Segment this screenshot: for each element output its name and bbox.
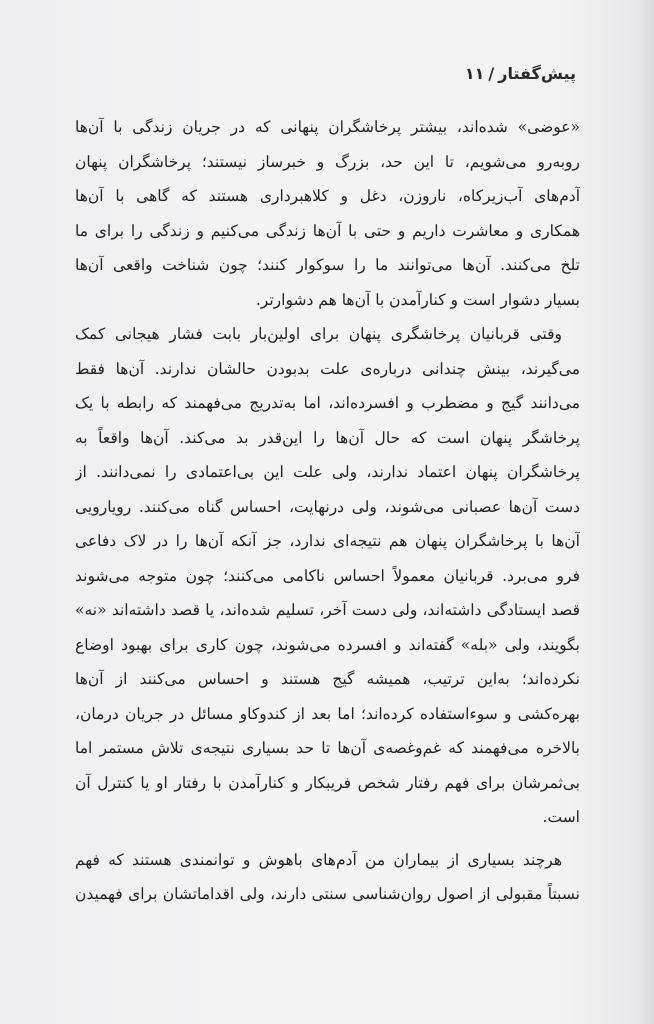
paragraph-1 [75, 110, 580, 317]
text-line: «عوضی» شده‌اند، بیشتر پرخاشگران پنهانی که در جریان زندگی با آن‌ها [75, 118, 580, 136]
text-line: قصد ایستادگی داشته‌اند، ولی دست آخر، تسلیم شده‌اند، یا قصد داشته‌اند «نه» [75, 601, 580, 619]
paragraph-2 [75, 317, 580, 835]
text-line: وقتی قربانیان پرخاشگری پنهان برای اولین‌بار بابت فشار هیجانی کمک [75, 325, 562, 343]
text-line: روبه‌رو می‌شویم، تا این حد، بزرگ و خبرساز نیستند؛ پرخاشگران پنهان [75, 152, 580, 171]
text-line: می‌دانند گیج و مضطرب و افسرده‌اند، اما به‌تدریج می‌فهمند که رابطه با یک [75, 394, 580, 412]
paragraph-gap [75, 835, 580, 843]
text-line: همکاری و معاشرت داریم و حتی با آن‌ها زندگی می‌کنیم و زندگی را برای ما [75, 221, 580, 240]
text-line: است. [542, 808, 580, 826]
text-line: پرخاشگر پنهان است که حال آن‌ها را این‌قدر بد می‌کند. آن‌ها واقعاً به [75, 428, 580, 447]
text-line: تلخ می‌کنند. آن‌ها می‌توانند ما را سوکوار کنند؛ چون شناخت واقعی آن‌ها [75, 256, 580, 274]
header-separator: / [488, 64, 495, 83]
page-number: ۱۱ [464, 64, 485, 83]
body-text [75, 110, 580, 912]
text-line: نسبتاً مقبولی از اصول روان‌شناسی سنتی دارند، ولی اقداماتشان برای فهمیدن [75, 885, 580, 903]
text-line: دست آن‌ها عصبانی می‌شوند، ولی درنهایت، احساس گناه می‌کنند. رویارویی [75, 497, 580, 516]
text-line: هرچند بسیاری از بیماران من آدم‌های باهوش و توانمندی هستند که فهم [75, 850, 562, 869]
text-line: بی‌ثمرشان برای فهم رفتار شخص فریبکار و کنارآمدن با رفتار او یا کنترل آن [75, 773, 580, 792]
page-edge-shadow [636, 0, 654, 1024]
text-line: پرخاشگران پنهان اعتماد ندارند، ولی علت این بی‌اعتمادی را نمی‌دانند. از [75, 463, 580, 481]
text-line: نکرده‌اند؛ به‌این ترتیب، همیشه گیج هستند و احساس می‌کنند از آن‌ها [75, 670, 580, 688]
text-line: بسیار دشوار است و کنارآمدن با آن‌ها هم دشوارتر. [255, 290, 580, 309]
paragraph-3 [75, 843, 580, 912]
text-line: آدم‌های آب‌زیرکاه، ناروزن، دغل و کلاهبرداری هستند که گاهی با آن‌ها [75, 187, 580, 205]
text-line: آن‌ها با پرخاشگران پنهان هم نتیجه‌ای ندارد، جز آنکه آن‌ها را در لاک دفاعی [75, 532, 580, 550]
text-line: بهره‌کشی و سوءاستفاده کرده‌اند؛ اما بعد از کندوکاو مسائل در جریان درمان، [75, 704, 580, 723]
text-line: بگویند، ولی «بله» گفته‌اند و افسرده می‌شوند، چون کاری برای بهبود اوضاع [75, 635, 580, 654]
text-line: می‌گیرند، بینش چندانی درباره‌ی علت بدبودن حالشان ندارند. آن‌ها فقط [75, 359, 580, 378]
text-line: بالاخره می‌فهمند که غم‌وغصه‌ی آن‌ها تا حد بسیاری نتیجه‌ی تلاش مستمر اما [75, 739, 580, 757]
running-header [465, 64, 576, 83]
text-line: فرو می‌برد. قربانیان معمولاً احساس ناکامی می‌کنند؛ چون متوجه می‌شوند [75, 566, 580, 585]
header-title: پیش‌گفتار [498, 64, 576, 83]
